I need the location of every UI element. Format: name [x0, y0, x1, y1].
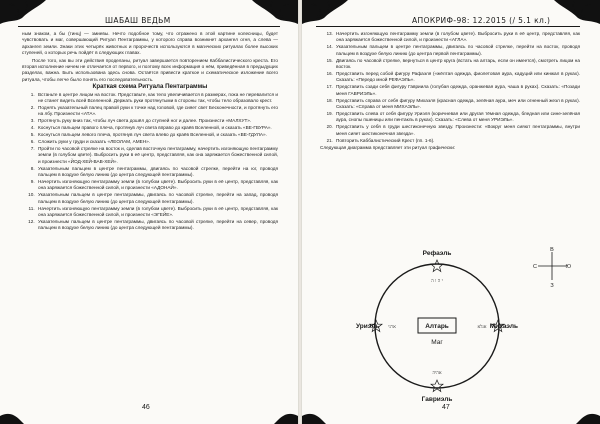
- list-item: 10. Указательным пальцем в центре пентаграммы, двигаясь по часовой стрелке, перейти на запад, проводя пальцем в воздухе белую линию (до центра следующей пентаграммы).: [36, 192, 278, 205]
- list-item: 3. Протянуть руку вниз так, чтобы луч света дошёл до ступней ног и далее. Произнести «МАЛХУТ».: [36, 118, 278, 124]
- ritual-steps-continued: [320, 31, 580, 144]
- compass-s: З: [550, 283, 554, 288]
- paragraph: После того, как вы эти действия проделаны, ритуал завершается повторением Каббалистического креста. Его вторая исполнение ничем не отличается от первого, и поэтому всех информация о нём, приведённая в предыдущих разделах, важна. Быть использована здесь снова. Остаётся привести краткое и схематическое изложение всего ритуала, чтобы легче было понять его последовательность.: [22, 57, 278, 82]
- hebrew-name-bottom: אהיה: [432, 371, 442, 376]
- running-head: АПОКРИФ-98: 12.2015 (/ 5.1 кл.): [412, 16, 551, 25]
- list-item: 16. Представить перед собой фигуру Рафаэля («жёлтая одежда, фиолетовая аура, кадуций или кинжал в руках). Сказать: «Передо мной РЕФАЭЛЬ».: [334, 71, 580, 84]
- page-number: 47: [442, 404, 450, 411]
- footer-ornament-left: [0, 410, 298, 424]
- list-item: 9. Начертить изгоняющую пентаграмму земли (в голубом цвете). Выбросить руки в её центр, представляя, как она заряжается божественной силой, и произнести «АДОНАЙ».: [36, 179, 278, 192]
- compass-n: В: [550, 247, 554, 253]
- ritual-steps: [22, 92, 278, 232]
- pentagram-ritual-diagram: [352, 244, 522, 404]
- list-item: 13. Начертить изгоняющую пентаграмму земли (в голубом цвете). Выбросить руки в её центр, представляя, как она заряжается божественной силой, и произнести «АГЛА».: [334, 31, 580, 44]
- diagram-caption: Следующая диаграмма представляет эти ритуал графически:: [320, 144, 456, 150]
- list-item: 11. Начертить изгоняющую пентаграмму земли (в голубом цвете). Выбросить руки в её центр, представляя, как она заряжается божественной силой, и произнести «ЭГЕЙЕ».: [36, 206, 278, 219]
- archangel-south: Гавриэль: [421, 396, 453, 403]
- list-item: 4. Коснуться пальцем правого плеча, протянув луч света вправо до краёв Вселенной, и сказать «ВЕ-ГВУРА».: [36, 125, 278, 131]
- list-item: 15. Двигаясь по часовой стрелке, вернуться в центр круга (встать на алтарь, если он имеется), смотреть лицом на восток.: [334, 58, 580, 71]
- list-item: 17. Представить сзади себя фигуру Гавриила (голубая одежда, оранжевая аура, чаша в руках). Сказать: «Позади меня ГАВРИЭЛЬ».: [334, 84, 580, 97]
- list-item: 1. Встаньте в центре лицом на восток. Представьте, как тело увеличивается в размерах, пока не перевалится и не станет видеть всей Вселенной. Держать руки протянутыми в стороны так, чтобы тело образовало крест.: [36, 92, 278, 105]
- list-item: 20. Представить у себя в груди шестиконечную звезду. Произнести: «Вокруг меня сияют пентаграммы, внутри меня сияет шестиконечная звезда».: [334, 124, 580, 137]
- compass-w: С: [533, 264, 537, 270]
- list-item: 21. Повторить Каббалистический Крест (пп. 1-6).: [334, 138, 580, 144]
- archangel-west: Уриэль: [356, 323, 380, 330]
- list-item: 14. Указательным пальцем в центре пентаграммы, двигаясь по часовой стрелке, перейти на восток, проводя пальцем в воздухе белую линию (до центра первой пентаграммы).: [334, 44, 580, 57]
- page-number: 46: [142, 404, 150, 411]
- compass-e: Ю: [565, 264, 571, 270]
- hebrew-name-right: אגלא: [477, 325, 487, 330]
- altar-label: Алтарь: [425, 323, 449, 330]
- archangel-north: Рефаэль: [422, 250, 452, 257]
- pentagram-icon-north: [431, 260, 443, 272]
- list-item: 18. Представить справа от себя фигуру Михаэля (красная одежда, зелёная аура, меч или огненный жезл в руках). Сказать: «Справа от меня МИХАЭЛЬ».: [334, 98, 580, 111]
- hebrew-name-top: י ה ו ה: [431, 279, 443, 284]
- list-item: 8. Указательным пальцем в центре пентаграммы, двигаясь по часовой стрелке, перейти на юг, проводя пальцем в воздухе белую линию (до центра следующей пентаграммы).: [36, 166, 278, 179]
- header-rule: [18, 26, 280, 27]
- list-item: 2. Поднять указательный палец правой руки к точке над головой, где сияет свет Бесконечности, и протянуть его на лбу. Произнести «АТА».: [36, 105, 278, 118]
- mage-label: Маг: [431, 339, 443, 346]
- list-item: 12. Указательным пальцем в центре пентаграммы, двигаясь по часовой стрелке, перейти на север, проводя пальцем в воздухе белую линию (до центра следующей пентаграммы).: [36, 219, 278, 232]
- list-item: 7. Пройти по часовой стрелке на восток и, сделав восточную пентаграмму, начертить изгоняющую пентаграмму земли (в голубом цвете). Выбросить руки в её центр, представляя, как она заряжается божественной силой, и произнести «ЙОД-ХЕЙ-ВАВ-ХЕЙ».: [36, 146, 278, 165]
- footer-ornament-right: [302, 410, 600, 424]
- list-item: 19. Представить слева от себя фигуру Уриэля (коричневая или другая тёмная одежда, бледная или сине-зелёная аура, снопы пшеницы или пентакль в руках). Сказать: «Слева от меня УРИЭЛЬ».: [334, 111, 580, 124]
- hebrew-name-left: ארני: [388, 325, 396, 330]
- pentagram-icon-south: [431, 380, 443, 392]
- header-rule: [316, 26, 580, 27]
- page-body: [22, 31, 278, 232]
- compass-rose: [532, 244, 572, 288]
- archangel-east: Михаэль: [489, 323, 518, 330]
- right-page: [302, 0, 600, 424]
- list-item: 5. Коснуться пальцем левого плеча, протянув луч света влево до краёв Вселенной, и сказать «ВЕ-ГДУЛА».: [36, 132, 278, 138]
- section-heading: Краткая схема Ритуала Пентаграммы: [92, 83, 208, 91]
- left-page: [0, 0, 298, 424]
- page-body: [320, 31, 580, 152]
- paragraph: ным знаком, а бы (тинц) — змиевы. Нечто подобное тому, что отражено в этой картине колесницы, будет чувствовать и маг, совершающий Ритуал Пентаграммы, у которого справа возникнет архангел огня, а слева — архангел земли. Знаки этих четырёх животных и пророчеств используются в магических ритуалах более высоких ступеней, о которых речь пойдёт в следующих главах.: [22, 31, 278, 56]
- running-head: ШАБАШ ВЕДЬМ: [105, 16, 171, 25]
- list-item: 6. Сложить руки у груди и сказать «ЛЕОЛАМ, АМЕН».: [36, 139, 278, 145]
